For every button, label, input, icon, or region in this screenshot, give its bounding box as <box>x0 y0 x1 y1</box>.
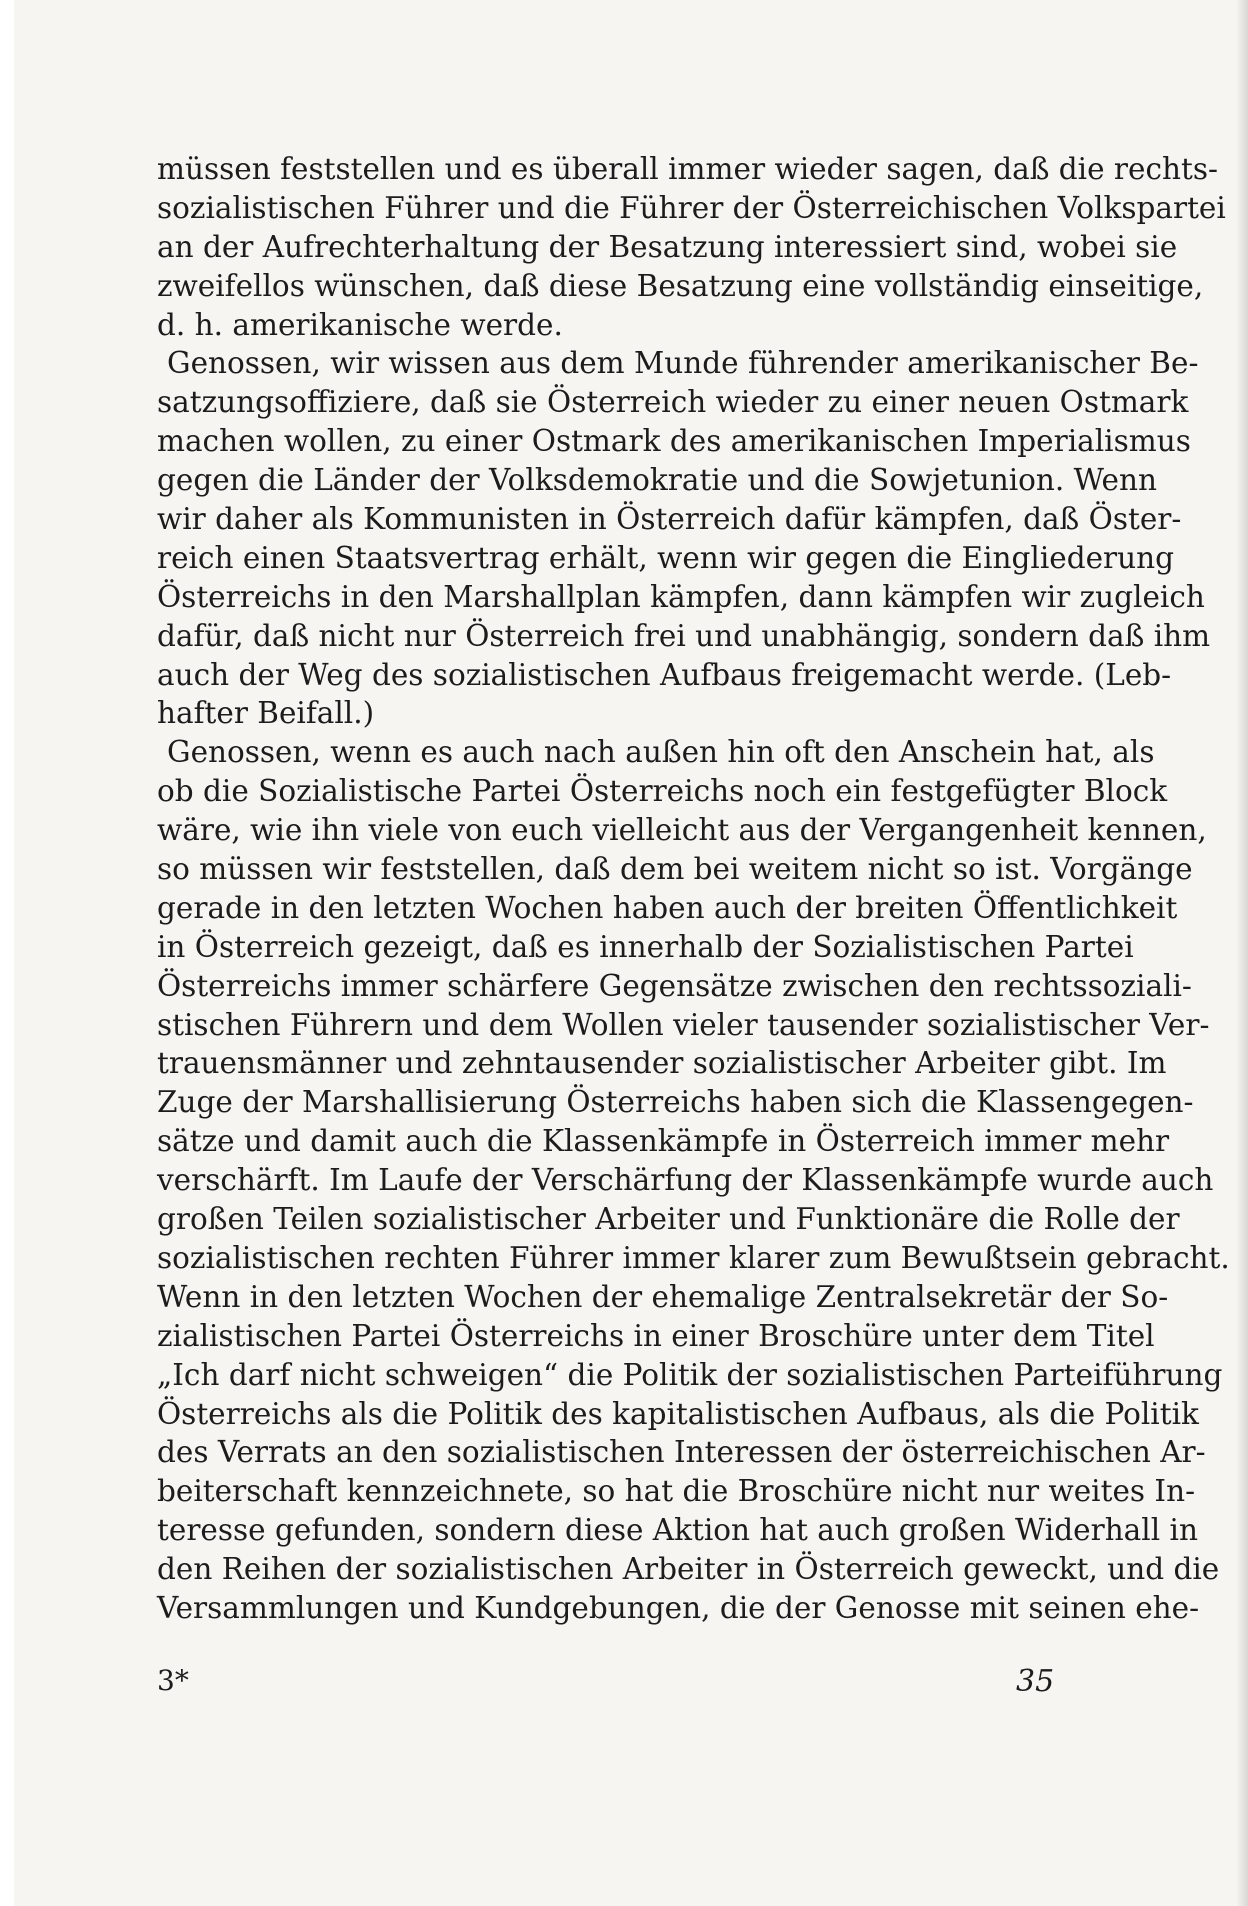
text-line: Österreichs in den Marshallplan kämpfen, dann kämpfen wir zugleich <box>157 579 1205 614</box>
text-line: Zuge der Marshallisierung Österreichs haben sich die Klassengegen- <box>157 1085 1194 1120</box>
text-line: trauensmänner und zehntausender sozialistischer Arbeiter gibt. Im <box>157 1046 1167 1081</box>
text-line: stischen Führern und dem Wollen vieler tausender sozialistischer Ver- <box>157 1007 1210 1042</box>
text-line: Genossen, wenn es auch nach außen hin oft den Anschein hat, als <box>167 735 1155 770</box>
text-line: reich einen Staatsvertrag erhält, wenn wir gegen die Eingliederung <box>157 540 1175 575</box>
text-line: Wenn in den letzten Wochen der ehemalige Zentralsekretär der So- <box>157 1279 1169 1314</box>
text-line: den Reihen der sozialistischen Arbeiter in Österreich geweckt, und die <box>157 1552 1220 1587</box>
text-line: wir daher als Kommunisten in Österreich dafür kämpfen, daß Öster- <box>157 502 1182 537</box>
text-line: sozialistischen rechten Führer immer klarer zum Bewußtsein gebracht. <box>157 1240 1230 1275</box>
text-line: dafür, daß nicht nur Österreich frei und unabhängig, sondern daß ihm <box>157 618 1211 653</box>
text-line: beiterschaft kennzeichnete, so hat die Broschüre nicht nur weites In- <box>157 1474 1196 1509</box>
text-line: müssen feststellen und es überall immer wieder sagen, daß die rechts- <box>157 152 1218 186</box>
text-line: verschärft. Im Laufe der Verschärfung der Klassenkämpfe wurde auch <box>157 1163 1214 1198</box>
text-line: großen Teilen sozialistischer Arbeiter und Funktionäre die Rolle der <box>157 1202 1180 1237</box>
text-line: satzungsoffiziere, daß sie Österreich wieder zu einer neuen Ostmark <box>157 385 1189 420</box>
body-text <box>157 150 1230 1628</box>
text-line: Österreichs immer schärfere Gegensätze zwischen den rechtssoziali- <box>157 968 1192 1003</box>
text-line: gerade in den letzten Wochen haben auch der breiten Öffentlichkeit <box>157 890 1178 925</box>
text-line: sätze und damit auch die Klassenkämpfe in Österreich immer mehr <box>157 1124 1170 1159</box>
text-line: sozialistischen Führer und die Führer der Österreichischen Volkspartei <box>157 190 1226 225</box>
text-line: Versammlungen und Kundgebungen, die der Genosse mit seinen ehe- <box>157 1590 1200 1625</box>
text-line: zialistischen Partei Österreichs in einer Broschüre unter dem Titel <box>157 1318 1155 1353</box>
text-line: hafter Beifall.) <box>157 696 375 731</box>
text-line: teresse gefunden, sondern diese Aktion hat auch großen Widerhall in <box>157 1513 1198 1548</box>
page-number: 35 <box>1016 1664 1055 1699</box>
text-line: des Verrats an den sozialistischen Interessen der österreichischen Ar- <box>157 1435 1206 1470</box>
text-line: wäre, wie ihn viele von euch vielleicht aus der Vergangenheit kennen, <box>157 813 1207 848</box>
text-line: „Ich darf nicht schweigen“ die Politik der sozialistischen Parteiführung <box>157 1357 1223 1392</box>
text-line: zweifellos wünschen, daß diese Besatzung eine vollständig einseitige, <box>157 268 1204 303</box>
text-line: an der Aufrechterhaltung der Besatzung interessiert sind, wobei sie <box>157 229 1178 264</box>
text-line: so müssen wir feststellen, daß dem bei weitem nicht so ist. Vorgänge <box>157 852 1193 887</box>
text-line: auch der Weg des sozialistischen Aufbaus freigemacht werde. (Leb- <box>157 657 1172 692</box>
text-line: Genossen, wir wissen aus dem Munde führender amerikanischer Be- <box>167 346 1199 381</box>
text-line: machen wollen, zu einer Ostmark des amerikanischen Imperialismus <box>157 424 1191 459</box>
signature-mark: 3* <box>157 1664 189 1697</box>
text-line: gegen die Länder der Volksdemokratie und die Sowjetunion. Wenn <box>157 463 1158 498</box>
text-line: ob die Sozialistische Partei Österreichs noch ein festgefügter Block <box>157 774 1168 809</box>
text-line: d. h. amerikanische werde. <box>157 307 563 342</box>
text-line: in Österreich gezeigt, daß es innerhalb der Sozialistischen Partei <box>157 929 1134 964</box>
text-line: Österreichs als die Politik des kapitalistischen Aufbaus, als die Politik <box>157 1396 1199 1431</box>
